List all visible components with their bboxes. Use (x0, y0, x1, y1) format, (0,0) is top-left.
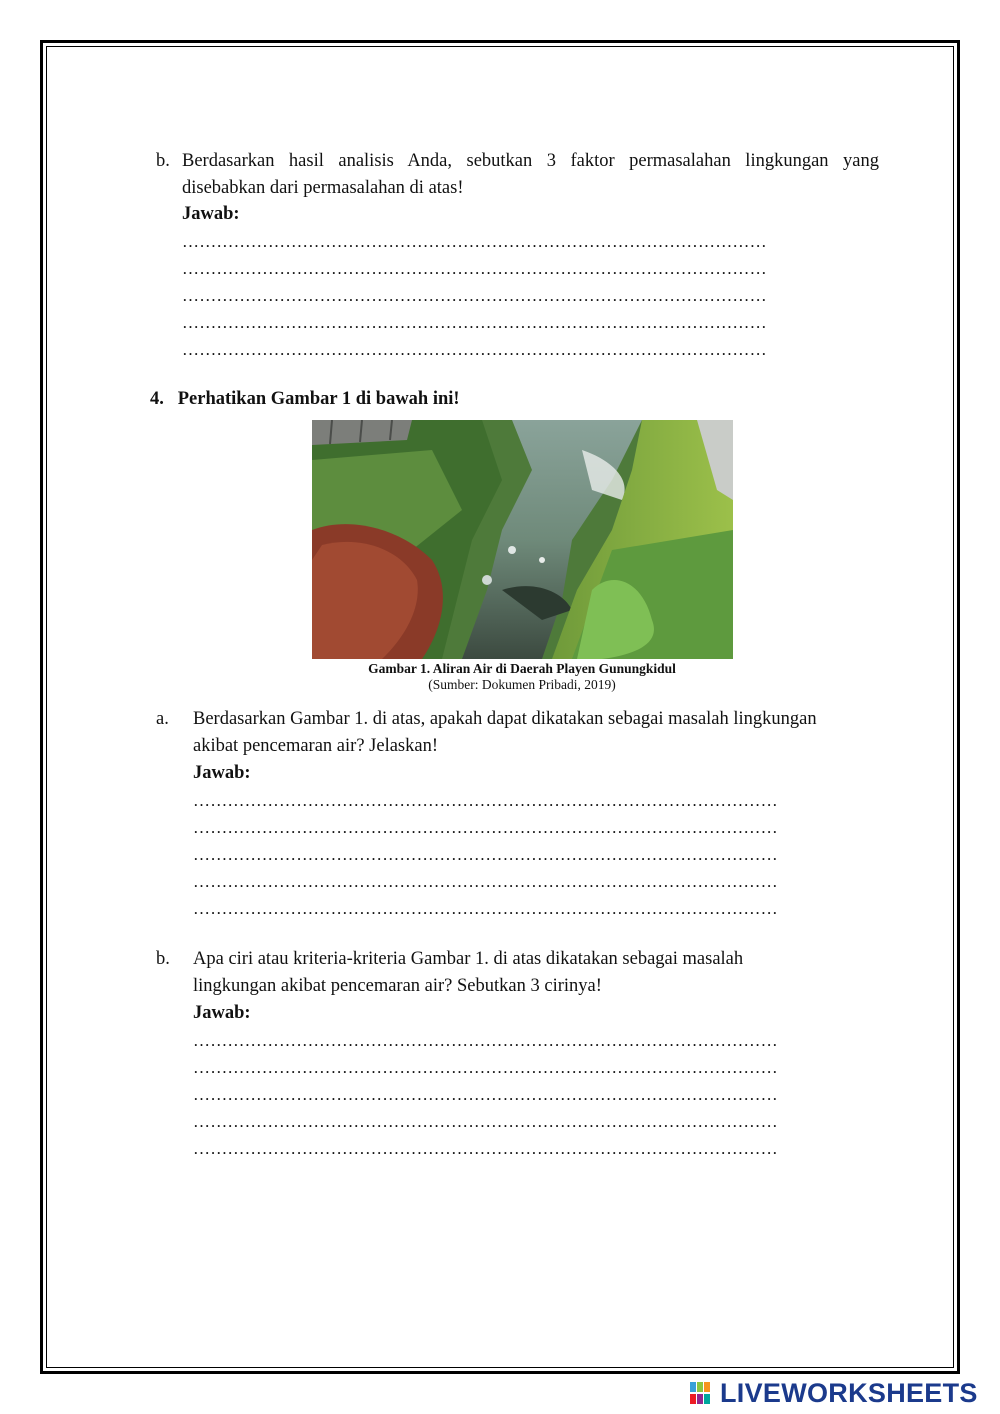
q3b-answer-line[interactable]: ………………………………………………………………………………………… (182, 313, 767, 332)
q4b-question-line2: lingkungan akibat pencemaran air? Sebutkan 3 cirinya! (193, 976, 602, 996)
liveworksheets-brand[interactable] (690, 1376, 990, 1410)
q4b-answer-line[interactable]: ………………………………………………………………………………………… (193, 1031, 778, 1050)
q3b-answer-line[interactable]: ………………………………………………………………………………………… (182, 232, 767, 251)
q3b-answer-line[interactable]: ………………………………………………………………………………………… (182, 286, 767, 305)
q4a-answer-line[interactable]: ………………………………………………………………………………………… (193, 845, 778, 864)
q4b-label: b. (156, 949, 170, 969)
q4a-answer-label: Jawab: (193, 763, 251, 783)
q4-heading: 4. Perhatikan Gambar 1 di bawah ini! (150, 389, 460, 409)
figure-caption: Gambar 1. Aliran Air di Daerah Playen Gunungkidul (368, 661, 676, 676)
q3b-question-line2: disebabkan dari permasalahan di atas! (182, 178, 464, 198)
q4a-answer-line[interactable]: ………………………………………………………………………………………… (193, 899, 778, 918)
q4b-question-line1: Apa ciri atau kriteria-kriteria Gambar 1. di atas dikatakan sebagai masalah (193, 949, 744, 969)
brand-text: LIVEWORKSHEETS (720, 1378, 978, 1408)
q4b-answer-line[interactable]: ………………………………………………………………………………………… (193, 1058, 778, 1077)
q4b-answer-line[interactable]: ………………………………………………………………………………………… (193, 1085, 778, 1104)
q4a-answer-line[interactable]: ………………………………………………………………………………………… (193, 791, 778, 810)
q3b-answer-line[interactable]: ………………………………………………………………………………………… (182, 340, 767, 359)
q3b-answer-line[interactable]: ………………………………………………………………………………………… (182, 259, 767, 278)
q4b-answer-line[interactable]: ………………………………………………………………………………………… (193, 1139, 778, 1158)
stream-photo (312, 420, 733, 659)
q4a-label: a. (156, 709, 169, 729)
liveworksheets-logo-icon (690, 1382, 716, 1404)
q3b-label: b. (156, 151, 170, 171)
figure-source: (Sumber: Dokumen Pribadi, 2019) (428, 677, 616, 692)
q4a-answer-line[interactable]: ………………………………………………………………………………………… (193, 818, 778, 837)
q4a-question-line2: akibat pencemaran air? Jelaskan! (193, 736, 438, 756)
q4b-answer-line[interactable]: ………………………………………………………………………………………… (193, 1112, 778, 1131)
q4a-answer-line[interactable]: ………………………………………………………………………………………… (193, 872, 778, 891)
q4a-question-line1: Berdasarkan Gambar 1. di atas, apakah dapat dikatakan sebagai masalah lingkungan (193, 709, 817, 729)
q3b-question-line1: Berdasarkan hasil analisis Anda, sebutkan 3 faktor permasalahan lingkungan yang (182, 151, 879, 171)
q3b-answer-label: Jawab: (182, 204, 240, 224)
q4b-answer-label: Jawab: (193, 1003, 251, 1023)
